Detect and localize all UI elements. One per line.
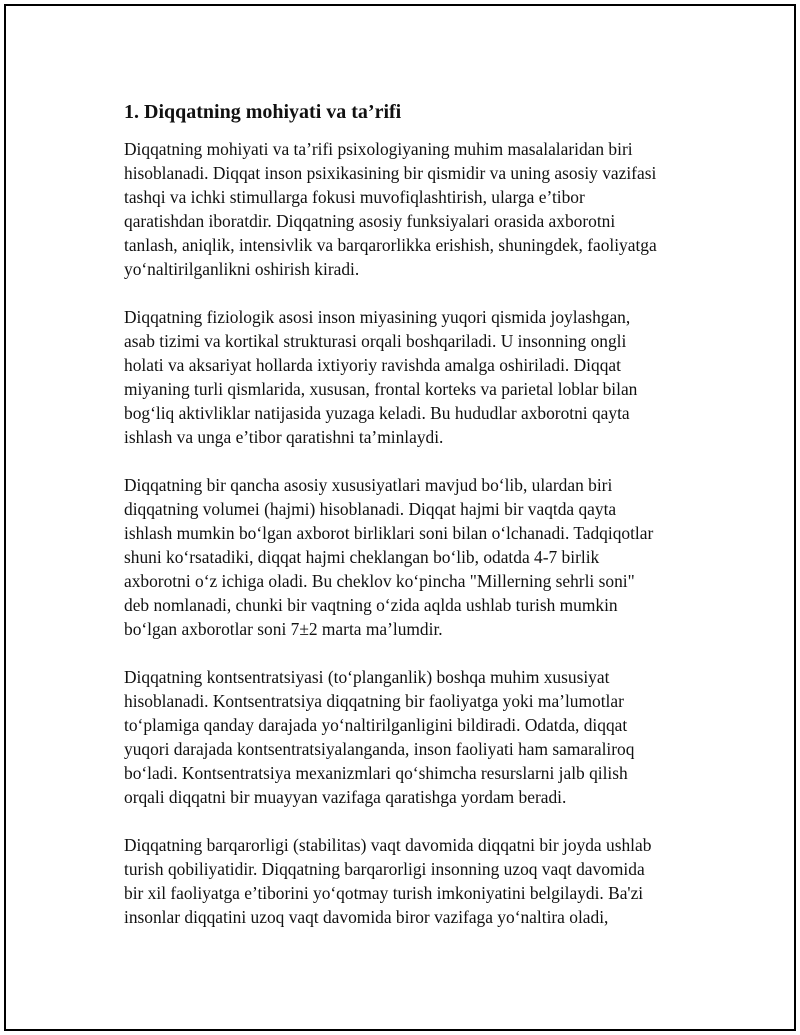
text-line: bir xil faoliyatga e’tiborini yo‘qotmay turish imkoniyatini belgilaydi. Ba'zi: [124, 883, 644, 903]
text-line: miyaning turli qismlarida, xususan, frontal korteks va parietal loblar bilan: [124, 379, 638, 399]
text-line: ishlash mumkin bo‘lgan axborot birliklari soni bilan o‘lchanadi. Tadqiqotlar: [124, 523, 654, 543]
paragraph: [124, 137, 699, 281]
text-line: Diqqatning mohiyati va ta’rifi psixologiyaning muhim masalalaridan biri: [124, 139, 633, 159]
text-line: hisoblanadi. Kontsentratsiya diqqatning bir faoliyatga yoki ma’lumotlar: [124, 691, 624, 711]
text-line: yuqori darajada kontsentratsiyalanganda, inson faoliyati ham samaraliroq: [124, 739, 635, 759]
section-heading: 1. Diqqatning mohiyati va ta’rifi: [124, 101, 402, 123]
paragraph-container: [124, 137, 699, 929]
text-line: Diqqatning fiziologik asosi inson miyasining yuqori qismida joylashgan,: [124, 307, 631, 327]
text-line: asab tizimi va kortikal strukturasi orqali boshqariladi. U insonning ongli: [124, 331, 627, 351]
text-line: tanlash, aniqlik, intensivlik va barqarorlikka erishish, shuningdek, faoliyatga: [124, 235, 657, 255]
text-line: holati va aksariyat hollarda ixtiyoriy ravishda amalga oshiriladi. Diqqat: [124, 355, 621, 375]
text-line: bo‘ladi. Kontsentratsiya mexanizmlari qo‘shimcha resurslarni jalb qilish: [124, 763, 628, 783]
text-line: Diqqatning kontsentratsiyasi (to‘planganlik) boshqa muhim xususiyat: [124, 667, 610, 687]
text-line: qaratishdan iboratdir. Diqqatning asosiy funksiyalari orasida axborotni: [124, 211, 616, 231]
paragraph: [124, 665, 699, 809]
text-line: Diqqatning bir qancha asosiy xususiyatlari mavjud bo‘lib, ulardan biri: [124, 475, 613, 495]
text-line: diqqatning volumei (hajmi) hisoblanadi. Diqqat hajmi bir vaqtda qayta: [124, 499, 617, 519]
paragraph: [124, 473, 699, 641]
text-line: yo‘naltirilganlikni oshirish kiradi.: [124, 259, 360, 279]
paragraph: [124, 833, 699, 929]
text-line: bo‘lgan axborotlar soni 7±2 marta ma’lumdir.: [124, 619, 443, 639]
text-line: to‘plamiga qanday darajada yo‘naltirilganligini bildiradi. Odatda, diqqat: [124, 715, 628, 735]
text-line: orqali diqqatni bir muayyan vazifaga qaratishga yordam beradi.: [124, 787, 567, 807]
text-line: tashqi va ichki stimullarga fokusi muvofiqlashtirish, ularga e’tibor: [124, 187, 585, 207]
page-frame: [4, 4, 796, 1031]
paragraph: [124, 305, 699, 449]
text-line: insonlar diqqatini uzoq vaqt davomida biror vazifaga yo‘naltira oladi,: [124, 907, 609, 927]
text-line: ishlash va unga e’tibor qaratishni ta’minlaydi.: [124, 427, 444, 447]
text-line: axborotni o‘z ichiga oladi. Bu cheklov ko‘pincha "Millerning sehrli soni": [124, 571, 635, 591]
text-line: Diqqatning barqarorligi (stabilitas) vaqt davomida diqqatni bir joyda ushlab: [124, 835, 652, 855]
text-line: turish qobiliyatidir. Diqqatning barqarorligi insonning uzoq vaqt davomida: [124, 859, 645, 879]
text-line: deb nomlanadi, chunki bir vaqtning o‘zida aqlda ushlab turish mumkin: [124, 595, 618, 615]
text-line: bog‘liq aktivliklar natijasida yuzaga keladi. Bu hududlar axborotni qayta: [124, 403, 630, 423]
text-line: shuni ko‘rsatadiki, diqqat hajmi cheklangan bo‘lib, odatda 4-7 birlik: [124, 547, 600, 567]
text-line: hisoblanadi. Diqqat inson psixikasining bir qismidir va uning asosiy vazifasi: [124, 163, 657, 183]
document-body: [124, 99, 699, 953]
